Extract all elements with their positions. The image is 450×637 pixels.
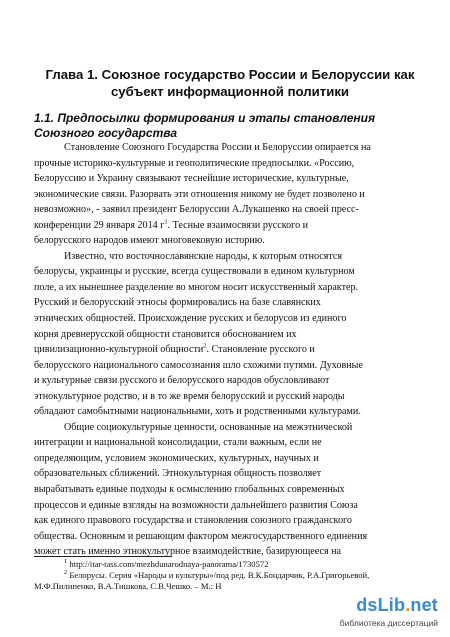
text-line: белорусы, украинцы и русские, всегда существовали в едином культурном <box>34 266 355 278</box>
text-line: Белоруссию и Украину связывают теснейшие исторические, культурные, <box>34 173 349 185</box>
footnote-1 <box>34 559 418 570</box>
text-line: интеграции и национальной консолидации, стали важным, если не <box>34 437 322 449</box>
text-line: может стать именно этнокультурное взаимодействие, базирующееся на <box>34 546 342 558</box>
footnote-ref-2[interactable]: 2 <box>203 342 207 350</box>
dslib-logo <box>356 595 438 616</box>
footnote-mark: 2 <box>64 570 68 577</box>
logo-tld: net <box>410 595 438 615</box>
text-line: обладают самобытными национальными, хоть и родственными культурами. <box>34 406 361 418</box>
site-watermark[interactable] <box>330 595 442 631</box>
text-line <box>34 218 418 234</box>
text-line: определяющим, условием экономических, культурных, научных и <box>34 452 319 464</box>
chapter-title-line: субъект информационной политики <box>110 84 350 99</box>
footnote-text: М.Ф.Пилипенко, В.А.Тишкова, С.В.Чешко. – М.: Н <box>34 581 222 591</box>
footnote-text: Белорусы. Серия «Народы и культуры»/под ред. В.К.Бондарчик, Р.А.Григорьевой, <box>67 570 370 580</box>
text-fragment: . Тесные взаимосвязи русского и <box>167 219 309 231</box>
chapter-title <box>40 66 420 100</box>
text-line: Становление Союзного Государства России и Белоруссии опирается на <box>64 142 371 153</box>
text-line: этнокультурное родство, и в то же время белорусский и русский народы <box>34 390 345 402</box>
text-line: Общие социокультурные ценности, основанные на межэтнической <box>64 421 353 433</box>
logo-dot: . <box>405 595 411 615</box>
text-line: общества. Основным и решающим фактором межгосударственного единения <box>34 530 368 542</box>
footnote-2-continued <box>34 581 418 592</box>
text-line: образовательных сближений. Этнокультурная общность позволяет <box>34 468 322 480</box>
text-line: Известно, что восточнославянские народы, к которым относятся <box>64 250 343 262</box>
text-line: процессов и единые взгляды на возможности дальнейшего развития Союза <box>34 499 358 511</box>
footnote-2 <box>34 570 418 581</box>
text-line: белорусского национального самосознания шло схожими путями. Духовные <box>34 359 363 371</box>
logo-main: dsLib <box>356 595 406 615</box>
text-line: и культурные связи русского и белорусского народов обусловливают <box>34 375 330 387</box>
text-line: вырабатывать единые подходы к осмыслению глобальных современных <box>34 484 345 496</box>
footnote-ref-1[interactable]: 1 <box>164 218 168 226</box>
text-line: экономические связи. Разорвать эти отношения никому не будет позволено и <box>34 188 365 200</box>
section-title <box>34 111 410 141</box>
text-line: невозможно», - заявил президент Белоруссии А.Лукашенко на своей пресс- <box>34 204 359 216</box>
text-fragment: конференции 29 января 2014 г <box>34 219 165 231</box>
text-line: прочные историко-культурные и геополитические предпосылки. «Россию, <box>34 157 355 169</box>
body-text <box>34 140 418 560</box>
text-line: как единого правового государства и становления союзного гражданского <box>34 515 352 527</box>
watermark-subtitle: библиотека диссертаций <box>339 618 438 628</box>
text-line: белорусского народов имеют многовековую историю. <box>34 235 265 247</box>
text-line: Русский и белорусский этносы формировались на базе славянских <box>34 297 321 309</box>
footnote-link[interactable]: http://itar-tass.com/mezhdunarodnaya-panorama/1730572 <box>67 559 269 569</box>
text-line: этнических общностей. Происхождение русских и белорусов из единого <box>34 313 347 325</box>
text-fragment: . Становление русского и <box>206 344 315 356</box>
section-title-line: Союзного государства <box>34 126 177 140</box>
footnotes <box>34 559 418 592</box>
footnote-mark: 1 <box>64 559 68 566</box>
text-fragment: цивилизационно-культурной общности <box>34 344 204 356</box>
text-line: поле, а их нынешнее разделение во многом носит искусственный характер. <box>34 281 359 293</box>
text-line <box>34 342 418 358</box>
section-title-line: 1.1. Предпосылки формирования и этапы становления <box>34 111 376 125</box>
text-line: корня древнерусской общности становится обоснованием их <box>34 328 297 340</box>
chapter-title-line: Глава 1. Союзное государство России и Белоруссии как <box>45 67 415 82</box>
footnote-divider <box>34 556 172 557</box>
